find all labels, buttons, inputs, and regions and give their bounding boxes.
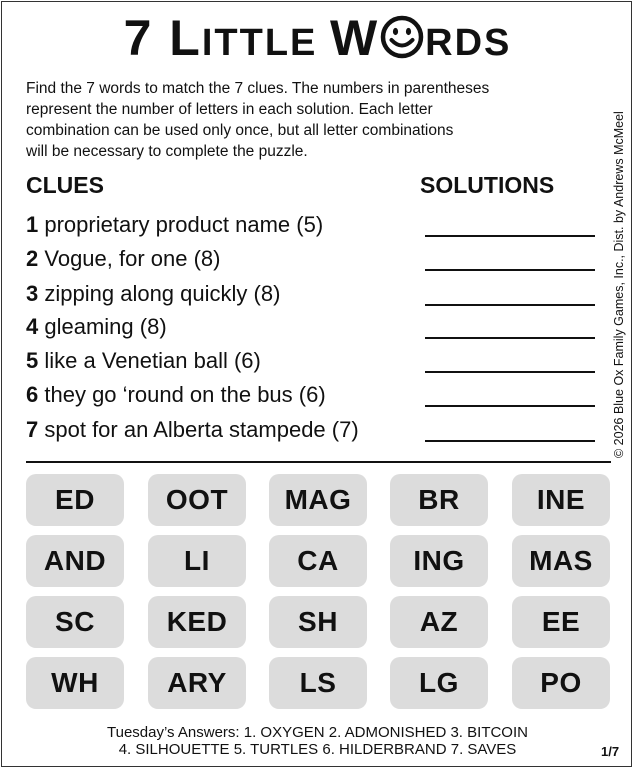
clue-6: 6 they go ‘round on the bus (6) <box>26 382 326 407</box>
solution-blank-6[interactable] <box>425 405 595 407</box>
solution-blank-3[interactable] <box>425 304 595 306</box>
copyright-notice: © 2026 Blue Ox Family Games, Inc., Dist. by Andrews McMeel <box>612 111 626 458</box>
solution-blank-4[interactable] <box>425 337 595 339</box>
clue-4: 4 gleaming (8) <box>26 314 167 339</box>
page-number: 1/7 <box>601 744 620 759</box>
solution-blank-5[interactable] <box>425 371 595 373</box>
letter-tile[interactable]: AND <box>26 535 124 587</box>
smiley-face-icon <box>380 15 424 59</box>
letter-tile[interactable]: BR <box>390 474 488 526</box>
puzzle-title: 7 LITTLE W RDS <box>123 10 512 66</box>
letter-tile[interactable]: SC <box>26 596 124 648</box>
clues-header: CLUES <box>26 172 104 198</box>
solutions-header: SOLUTIONS <box>420 172 555 198</box>
clue-3: 3 zipping along quickly (8) <box>26 281 281 306</box>
letter-tile[interactable]: LI <box>148 535 246 587</box>
letter-tile[interactable]: PO <box>512 657 610 709</box>
solution-blank-1[interactable] <box>425 235 595 237</box>
letter-tile[interactable]: AZ <box>390 596 488 648</box>
previous-answers: Tuesday’s Answers: 1. OXYGEN 2. ADMONISHED 3. BITCOIN 4. SILHOUETTE 5. TURTLES 6. HILDERBRAND 7. SAVES <box>107 724 528 758</box>
letter-tile[interactable]: KED <box>148 596 246 648</box>
letter-tile[interactable]: LS <box>269 657 367 709</box>
letter-tile[interactable]: ING <box>390 535 488 587</box>
clue-2: 2 Vogue, for one (8) <box>26 246 221 271</box>
letter-tile[interactable]: ARY <box>148 657 246 709</box>
solution-blank-2[interactable] <box>425 269 595 271</box>
letter-tile[interactable]: SH <box>269 596 367 648</box>
letter-tile[interactable]: ED <box>26 474 124 526</box>
letter-tile[interactable]: CA <box>269 535 367 587</box>
letter-tile[interactable]: EE <box>512 596 610 648</box>
clue-5: 5 like a Venetian ball (6) <box>26 348 261 373</box>
letter-tile[interactable]: MAS <box>512 535 610 587</box>
letter-tile[interactable]: LG <box>390 657 488 709</box>
instructions: Find the 7 words to match the 7 clues. The numbers in parentheses represent the number of letters in each solution. Each letter combination can be used only once, but all letter combinations will be necessary to complete the puzzle. <box>26 80 490 160</box>
letter-tile[interactable]: MAG <box>269 474 367 526</box>
letter-tile[interactable]: INE <box>512 474 610 526</box>
divider <box>26 461 611 463</box>
clue-7: 7 spot for an Alberta stampede (7) <box>26 417 359 442</box>
solution-blank-7[interactable] <box>425 440 595 442</box>
letter-tile[interactable]: OOT <box>148 474 246 526</box>
clue-1: 1 proprietary product name (5) <box>26 212 324 237</box>
letter-tile[interactable]: WH <box>26 657 124 709</box>
